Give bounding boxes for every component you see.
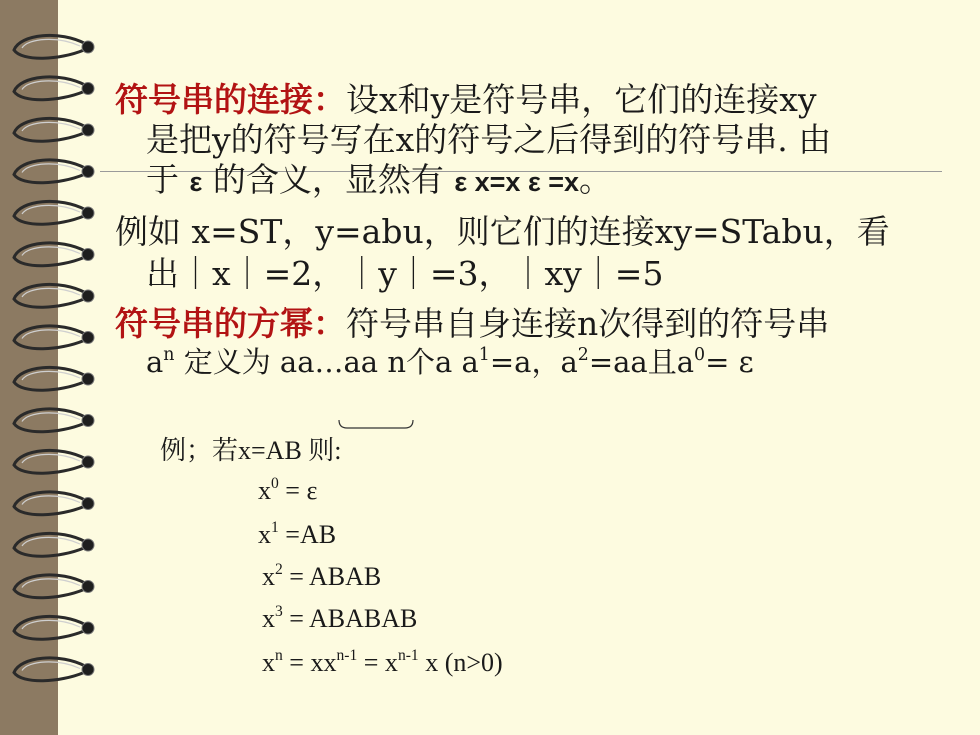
punch-hole [82,166,94,178]
example-row-1: $x^1 =AB$ [258,519,337,549]
punch-hole [82,415,94,427]
punch-hole [82,83,94,95]
spiral-ring-shine [22,247,80,256]
punch-hole [82,373,94,385]
term-concatenation: 符号串的连接： [115,80,346,119]
punch-hole [82,332,94,344]
example-row-3: $x^3$ = ABABAB [262,603,418,633]
example-row-0: $x^0 = \varepsilon$ [258,475,318,505]
punch-hole [82,124,94,136]
para1-line1-text: 设x和y是符号串，它们的连接xy [346,80,817,119]
punch-hole [82,664,94,676]
punch-hole [82,539,94,551]
spiral-ring-shine [22,164,80,173]
spiral-ring-shine [22,81,80,90]
punch-hole [82,498,94,510]
spiral-binding [0,0,120,735]
spiral-ring-shine [22,371,80,380]
spiral-ring-shine [22,662,80,671]
spiral-ring-shine [22,496,80,505]
spiral-ring-shine [22,579,80,588]
spiral-ring-shine [22,413,80,422]
example-head: 例；若x=AB 则: [160,436,342,465]
punch-hole [82,41,94,53]
spiral-ring-shine [22,454,80,463]
para1-line2: 是把y的符号写在x的符号之后得到的符号串. 由 [146,120,832,159]
punch-hole [82,207,94,219]
punch-hole [82,290,94,302]
spiral-ring-shine [22,537,80,546]
para2-line2: 出｜x｜=2，｜y｜=3，｜xy｜=5 [146,254,664,293]
example-row-2: $x^2$ = ABAB [262,561,382,591]
underbrace-icon [337,418,417,436]
spiral-ring-shine [22,620,80,629]
spiral-ring-shine [22,39,80,48]
spiral-ring-shine [22,330,80,339]
para2-line1: 例如 x=ST，y=abu，则它们的连接xy=STabu，看 [115,212,890,251]
example-row-n: $x^n = xx^{n-1} = x^{n-1}$ x (n>0) [262,647,503,677]
punch-hole [82,249,94,261]
spiral-ring-shine [22,122,80,131]
spiral-ring-shine [22,205,80,214]
punch-hole [82,622,94,634]
para1-line3: 于 ε 的含义，显然有 ε x=x ε =x。 [146,160,613,199]
spiral-ring-shine [22,288,80,297]
punch-hole [82,581,94,593]
para3-line2: $a^n$ 定义为 aa…aa n个a $a^1=a$，$a^2=aa$且$a^0= \varepsilon$ [146,344,754,379]
para3-line1-text: 符号串自身连接n次得到的符号串 [346,304,830,343]
para3-line1 [115,298,829,345]
term-power: 符号串的方幂： [115,304,346,343]
punch-hole [82,456,94,468]
